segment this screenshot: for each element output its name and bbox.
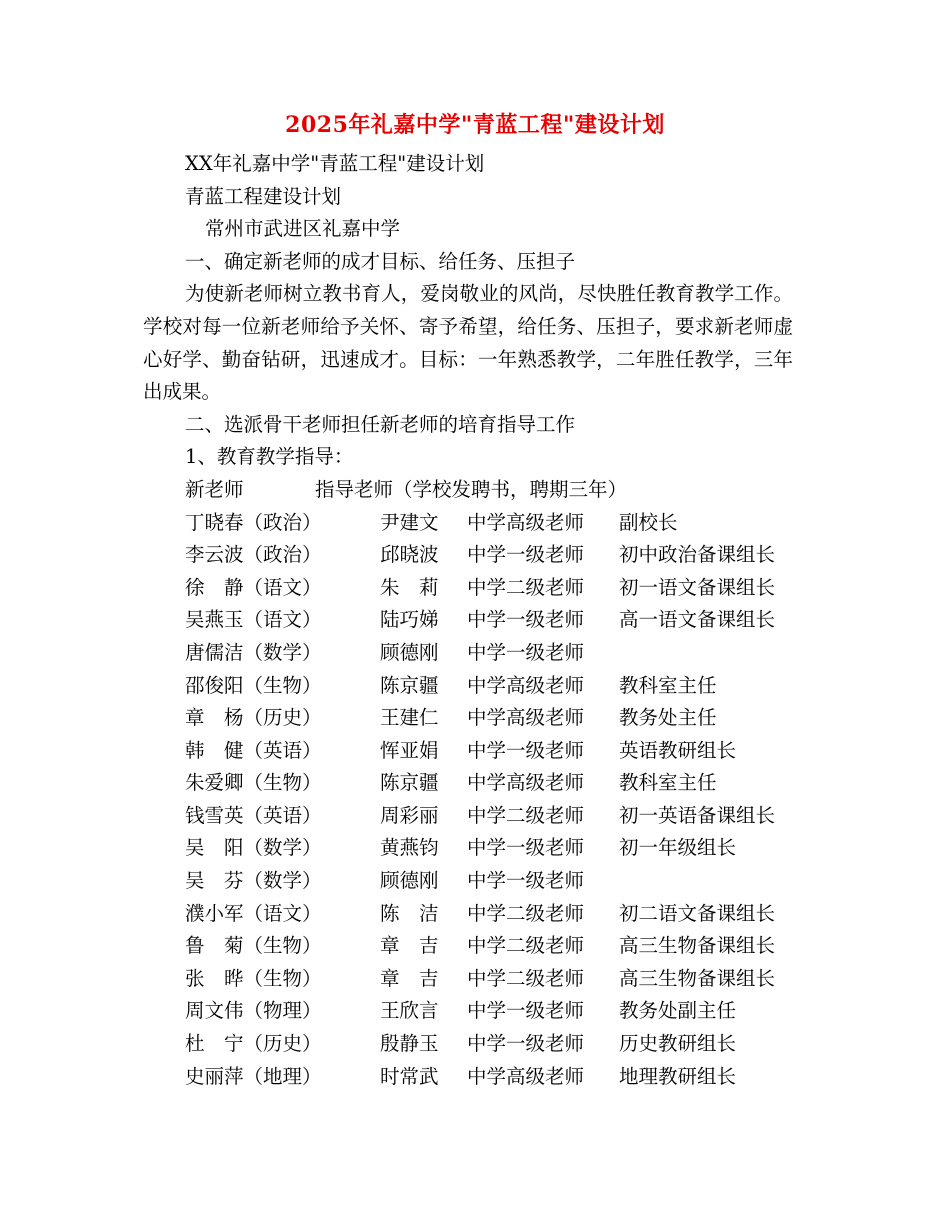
- rank-cell: 中学高级老师: [467, 771, 585, 795]
- subtitle-line-2: 青蓝工程建设计划: [185, 184, 342, 208]
- mentor-cell: 朱 莉: [380, 575, 439, 599]
- mentor-cell: 王建仁: [380, 706, 439, 730]
- new-teacher-cell: 朱爱卿（生物）: [185, 771, 322, 795]
- new-teacher-cell: 吴 芬（数学）: [185, 869, 322, 893]
- mentor-cell: 王欣言: [380, 999, 439, 1023]
- table-row: [143, 1028, 793, 1061]
- new-teacher-cell: 张 晔（生物）: [185, 966, 322, 990]
- new-teacher-cell: 濮小军（语文）: [185, 901, 322, 925]
- table-row: [143, 572, 793, 605]
- rank-cell: 中学二级老师: [467, 966, 585, 990]
- mentor-table: [143, 507, 793, 1094]
- role-cell: 初中政治备课组长: [619, 543, 776, 567]
- rank-cell: 中学高级老师: [467, 1064, 585, 1088]
- new-teacher-cell: 吴燕玉（语文）: [185, 608, 322, 632]
- new-teacher-cell: 韩 健（英语）: [185, 738, 322, 762]
- header-new-teacher: 新老师: [185, 477, 244, 501]
- rank-cell: 中学一级老师: [467, 738, 585, 762]
- rank-cell: 中学二级老师: [467, 575, 585, 599]
- table-row: [143, 637, 793, 670]
- table-header: [143, 474, 793, 507]
- mentor-cell: 时常武: [380, 1064, 439, 1088]
- role-cell: 初一英语备课组长: [619, 803, 776, 827]
- rank-cell: 中学一级老师: [467, 608, 585, 632]
- role-cell: 地理教研组长: [619, 1064, 737, 1088]
- paragraph-1: 为使新老师树立教书育人，爱岗敬业的风尚，尽快胜任教育教学工作。学校对每一位新老师给予关怀、寄予希望，给任务、压担子，要求新老师虚心好学、勤奋钻研，迅速成才。目标：一年熟悉教学，二年胜任教学，三年出成果。: [143, 282, 793, 404]
- rank-cell: 中学一级老师: [467, 836, 585, 860]
- rank-cell: 中学一级老师: [467, 869, 585, 893]
- mentor-cell: 顾德刚: [380, 869, 439, 893]
- rank-cell: 中学高级老师: [467, 706, 585, 730]
- table-row: [143, 735, 793, 768]
- new-teacher-cell: 史丽萍（地理）: [185, 1064, 322, 1088]
- new-teacher-cell: 丁晓春（政治）: [185, 510, 322, 534]
- table-row: [143, 702, 793, 735]
- section-heading-2: 二、选派骨干老师担任新老师的培育指导工作: [185, 412, 576, 436]
- document-body: [143, 148, 793, 1093]
- mentor-cell: 尹建文: [380, 510, 439, 534]
- mentor-cell: 章 吉: [380, 934, 439, 958]
- rank-cell: 中学一级老师: [467, 640, 585, 664]
- mentor-cell: 陈 洁: [380, 901, 439, 925]
- rank-cell: 中学一级老师: [467, 1032, 585, 1056]
- mentor-cell: 陈京疆: [380, 771, 439, 795]
- mentor-cell: 陆巧娣: [380, 608, 439, 632]
- new-teacher-cell: 吴 阳（数学）: [185, 836, 322, 860]
- mentor-cell: 顾德刚: [380, 640, 439, 664]
- role-cell: 高三生物备课组长: [619, 934, 776, 958]
- role-cell: 教科室主任: [619, 673, 717, 697]
- role-cell: 历史教研组长: [619, 1032, 737, 1056]
- mentor-cell: 陈京疆: [380, 673, 439, 697]
- mentor-cell: 殷静玉: [380, 1032, 439, 1056]
- role-cell: 高三生物备课组长: [619, 966, 776, 990]
- table-row: [143, 507, 793, 540]
- rank-cell: 中学一级老师: [467, 543, 585, 567]
- rank-cell: 中学一级老师: [467, 999, 585, 1023]
- new-teacher-cell: 鲁 菊（生物）: [185, 934, 322, 958]
- table-row: [143, 865, 793, 898]
- mentor-cell: 恽亚娟: [380, 738, 439, 762]
- section-heading-1: 一、确定新老师的成才目标、给任务、压担子: [185, 249, 576, 273]
- rank-cell: 中学二级老师: [467, 803, 585, 827]
- list-item-1: 1、教育教学指导：: [185, 445, 354, 469]
- table-row: [143, 995, 793, 1028]
- new-teacher-cell: 章 杨（历史）: [185, 706, 322, 730]
- table-row: [143, 1061, 793, 1094]
- table-row: [143, 800, 793, 833]
- role-cell: 高一语文备课组长: [619, 608, 776, 632]
- role-cell: 教科室主任: [619, 771, 717, 795]
- role-cell: 初一语文备课组长: [619, 575, 776, 599]
- table-row: [143, 539, 793, 572]
- new-teacher-cell: 徐 静（语文）: [185, 575, 322, 599]
- role-cell: 英语教研组长: [619, 738, 737, 762]
- table-row: [143, 767, 793, 800]
- table-row: [143, 604, 793, 637]
- new-teacher-cell: 杜 宁（历史）: [185, 1032, 322, 1056]
- table-row: [143, 963, 793, 996]
- new-teacher-cell: 钱雪英（英语）: [185, 803, 322, 827]
- mentor-cell: 黄燕钧: [380, 836, 439, 860]
- new-teacher-cell: 周文伟（物理）: [185, 999, 322, 1023]
- mentor-cell: 周彩丽: [380, 803, 439, 827]
- new-teacher-cell: 李云波（政治）: [185, 543, 322, 567]
- table-row: [143, 670, 793, 703]
- school-name: 常州市武进区礼嘉中学: [205, 217, 401, 241]
- table-row: [143, 898, 793, 931]
- rank-cell: 中学二级老师: [467, 901, 585, 925]
- role-cell: 副校长: [619, 510, 678, 534]
- table-row: [143, 832, 793, 865]
- role-cell: 教务处主任: [619, 706, 717, 730]
- new-teacher-cell: 唐儒洁（数学）: [185, 640, 322, 664]
- rank-cell: 中学高级老师: [467, 510, 585, 534]
- new-teacher-cell: 邵俊阳（生物）: [185, 673, 322, 697]
- table-row: [143, 930, 793, 963]
- header-mentor: 指导老师（学校发聘书，聘期三年）: [315, 477, 628, 501]
- page-title: 2025年礼嘉中学"青蓝工程"建设计划: [285, 112, 665, 138]
- rank-cell: 中学二级老师: [467, 934, 585, 958]
- mentor-cell: 邱晓波: [380, 543, 439, 567]
- role-cell: 初二语文备课组长: [619, 901, 776, 925]
- rank-cell: 中学高级老师: [467, 673, 585, 697]
- subtitle-line: XX年礼嘉中学"青蓝工程"建设计划: [185, 152, 485, 175]
- role-cell: 教务处副主任: [619, 999, 737, 1023]
- role-cell: 初一年级组长: [619, 836, 737, 860]
- mentor-cell: 章 吉: [380, 966, 439, 990]
